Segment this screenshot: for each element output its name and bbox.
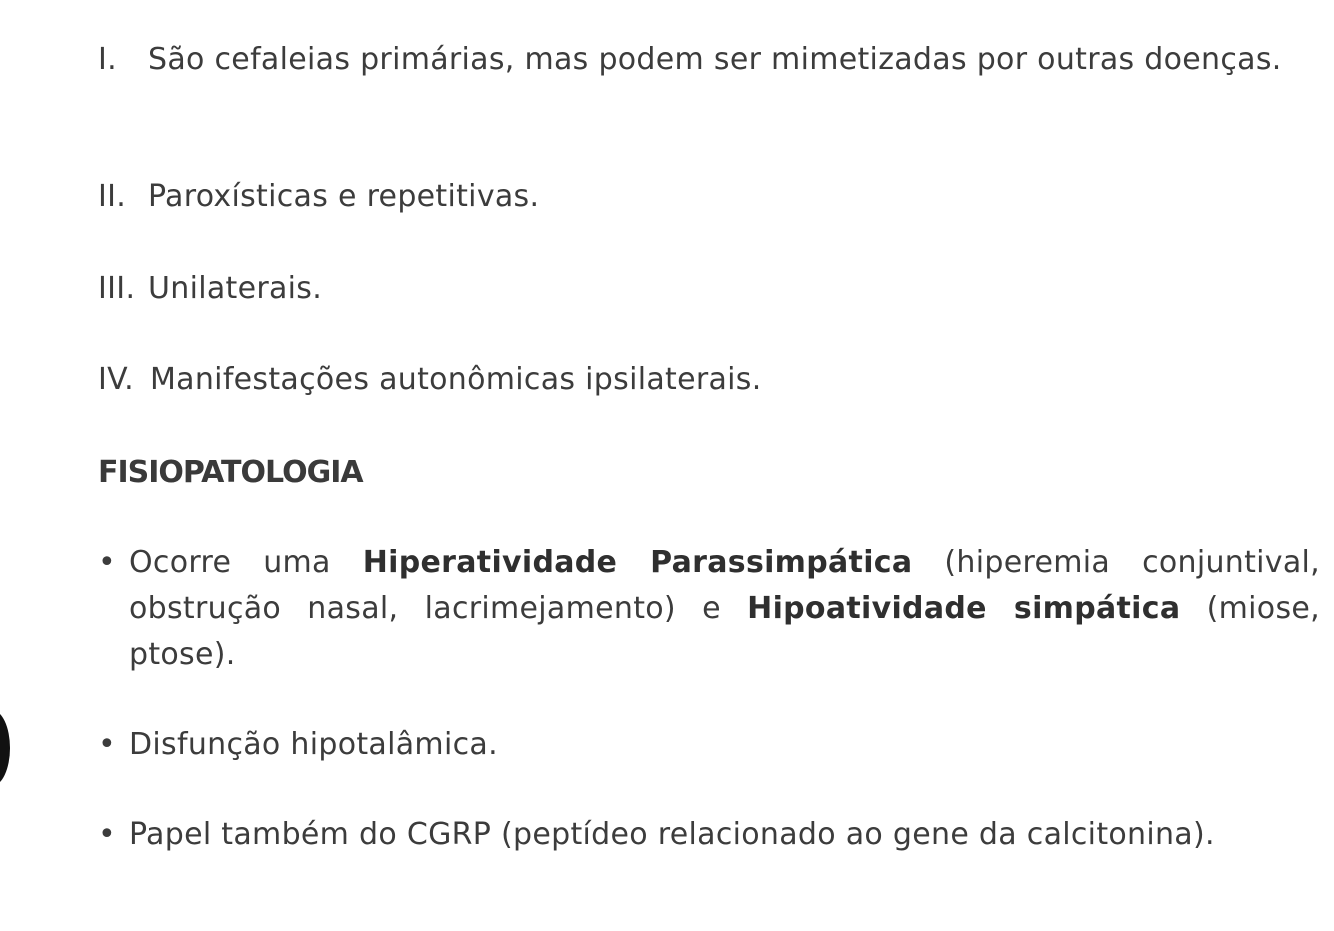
bullet-text-part: (hiperemia conjuntival, obstrução nasal, lacrimejamento) e <box>129 545 1320 626</box>
list-text: Unilaterais. <box>148 271 323 306</box>
list-number: IV. <box>98 362 134 397</box>
list-number: III. <box>98 271 136 306</box>
bullet-item-cgrp <box>98 812 1320 858</box>
bullet-text-part: Ocorre uma <box>129 545 363 580</box>
bullet-item-hypothalamic <box>98 722 1320 768</box>
list-item-i <box>98 37 1320 83</box>
bullet-text-part: (miose, ptose). <box>129 591 1320 672</box>
bullet-dot: • <box>98 545 116 580</box>
list-item-ii <box>98 174 1320 220</box>
list-text: Paroxísticas e repetitivas. <box>148 179 540 214</box>
edge-shadow-mark <box>0 710 10 786</box>
list-text: São cefaleias primárias, mas podem ser mimetizadas por outras doenças. <box>148 42 1282 77</box>
bullet-dot: • <box>98 727 116 762</box>
bullet-item-hyperactivity <box>98 540 1320 678</box>
bullet-text: Disfunção hipotalâmica. <box>129 727 498 762</box>
list-text: Manifestações autonômicas ipsilaterais. <box>150 362 762 397</box>
list-item-iii <box>98 266 1320 312</box>
list-item-iv <box>98 357 1320 403</box>
list-number: I. <box>98 42 117 77</box>
section-heading: FISIOPATOLOGIA <box>98 455 363 490</box>
bold-term: Hiperatividade Parassimpática <box>362 545 913 580</box>
bold-term: Hipoatividade simpática <box>747 591 1181 626</box>
bullet-dot: • <box>98 817 116 852</box>
bullet-text <box>129 540 1320 678</box>
list-number: II. <box>98 179 127 214</box>
bullet-text: Papel também do CGRP (peptídeo relacionado ao gene da calcitonina). <box>129 817 1215 852</box>
